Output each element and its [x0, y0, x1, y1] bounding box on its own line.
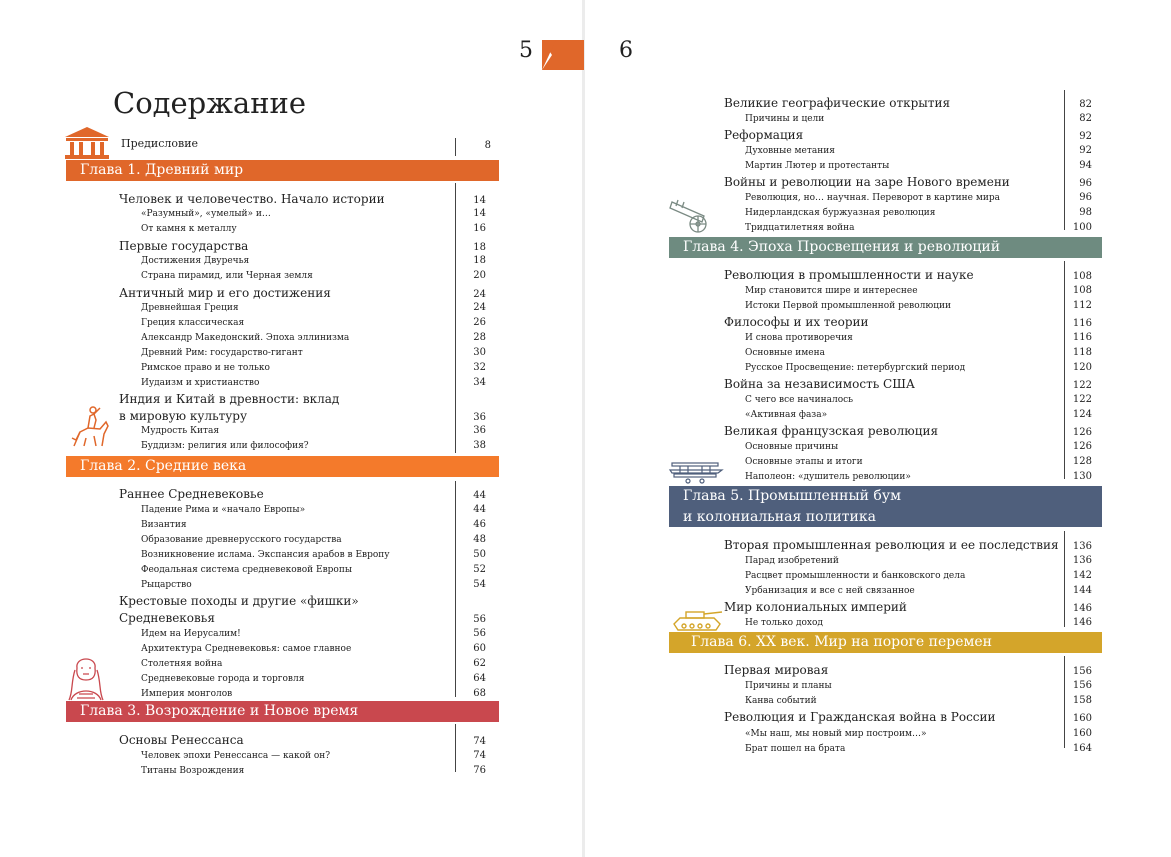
toc-subsection-entry[interactable] — [141, 532, 486, 548]
toc-subsection-entry[interactable] — [745, 298, 1092, 314]
toc-subsection-entry[interactable] — [141, 748, 486, 764]
toc-entry-label: Мартин Лютер и протестанты — [745, 161, 890, 171]
toc-entry-label: Философы и их теории — [724, 315, 869, 329]
toc-subsection-entry[interactable] — [745, 220, 1092, 236]
toc-entry-page: 108 — [1072, 285, 1092, 296]
toc-entry-page: 96 — [1079, 178, 1092, 189]
toc-entry-label: Мир становится шире и интереснее — [745, 286, 918, 296]
toc-entry-page: 122 — [1072, 380, 1092, 391]
toc-entry-preface[interactable] — [121, 137, 491, 153]
toc-entry-page: 18 — [473, 255, 486, 266]
toc-entry-label: Русское Просвещение: петербургский период — [745, 363, 966, 373]
toc-entry-page: 14 — [473, 208, 486, 219]
toc-entry-label: Средневековья — [119, 611, 215, 625]
toc-entry-page: 64 — [473, 673, 486, 684]
chapter-4-title: Глава 4. Эпоха Просвещения и революций — [683, 239, 1001, 255]
toc-entry-label: Реформация — [724, 128, 804, 142]
toc-subsection-entry[interactable] — [141, 345, 486, 361]
toc-entry-label: Революция, но… научная. Переворот в картине мира — [745, 193, 1000, 203]
toc-entry-label: Мир колониальных империй — [724, 600, 907, 614]
toc-entry-page: 18 — [473, 242, 486, 253]
toc-entry-page: 118 — [1072, 347, 1092, 358]
toc-entry-label: Иудаизм и христианство — [141, 378, 260, 388]
toc-entry-label: Парад изобретений — [745, 556, 839, 566]
toc-subsection-entry[interactable] — [141, 763, 486, 779]
toc-entry-label: Расцвет промышленности и банковского дела — [745, 571, 966, 581]
chapter-1-title: Глава 1. Древний мир — [80, 162, 244, 178]
toc-subsection-entry[interactable] — [745, 439, 1092, 455]
toc-entry-label: Феодальная система средневековой Европы — [141, 565, 353, 575]
toc-section-entry[interactable] — [724, 663, 1092, 679]
toc-subsection-entry[interactable] — [141, 375, 486, 391]
toc-entry-label: Античный мир и его достижения — [119, 286, 331, 300]
toc-subsection-entry[interactable] — [745, 143, 1092, 159]
toc-entry-label: С чего все начиналось — [745, 395, 854, 405]
toc-entry-label: Индия и Китай в древности: вклад — [119, 392, 340, 406]
chapter-5-title-line1: Глава 5. Промышленный бум — [683, 488, 901, 504]
toc-section-entry[interactable] — [724, 128, 1092, 144]
toc-subsection-entry[interactable] — [745, 469, 1092, 485]
toc-entry-label: Буддизм: религия или философия? — [141, 441, 309, 451]
chapter-5-title-line2: и колониальная политика — [683, 509, 876, 525]
toc-entry-page: 26 — [473, 317, 486, 328]
toc-entry-label: Истоки Первой промышленной революции — [745, 301, 951, 311]
toc-entry-page: 144 — [1072, 585, 1092, 596]
toc-subsection-entry[interactable] — [745, 741, 1092, 757]
toc-subsection-entry[interactable] — [141, 423, 486, 439]
toc-entry-page: 44 — [473, 490, 486, 501]
toc-entry-page: 36 — [473, 425, 486, 436]
toc-entry-page: 38 — [473, 440, 486, 451]
toc-entry-label: Причины и планы — [745, 681, 832, 691]
toc-entry-page: 112 — [1072, 300, 1092, 311]
toc-entry-label: Первая мировая — [724, 663, 829, 677]
toc-entry-label: Римское право и не только — [141, 363, 270, 373]
toc-subsection-entry[interactable] — [141, 641, 486, 657]
toc-entry-label: Урбанизация и все с ней связанное — [745, 586, 915, 596]
chapter-3-title: Глава 3. Возрождение и Новое время — [80, 703, 359, 719]
toc-entry-label: От камня к металлу — [141, 224, 237, 234]
toc-subsection-entry[interactable] — [745, 615, 1092, 631]
toc-section-entry[interactable] — [724, 315, 1092, 331]
toc-entry-page: 128 — [1072, 456, 1092, 467]
toc-subsection-entry[interactable] — [745, 553, 1092, 569]
toc-entry-label: Революция и Гражданская война в России — [724, 710, 996, 724]
toc-entry-label: Основные причины — [745, 442, 839, 452]
toc-title: Содержание — [113, 86, 307, 120]
toc-entry-page: 108 — [1072, 271, 1092, 282]
toc-entry-label: Древнейшая Греция — [141, 303, 239, 313]
toc-section-entry[interactable] — [724, 710, 1092, 726]
toc-entry-page: 30 — [473, 347, 486, 358]
toc-entry-page: 160 — [1072, 713, 1092, 724]
toc-entry-page: 142 — [1072, 570, 1092, 581]
toc-entry-page: 44 — [473, 504, 486, 515]
toc-section-entry[interactable] — [724, 96, 1092, 112]
toc-entry-label: Война за независимость США — [724, 377, 916, 391]
page-column-divider — [455, 138, 456, 156]
biplane-icon — [668, 460, 724, 484]
chapter-2-title: Глава 2. Средние века — [80, 458, 247, 474]
toc-entry-label: И снова противоречия — [745, 333, 853, 343]
toc-entry-page: 126 — [1072, 427, 1092, 438]
toc-section-entry[interactable] — [724, 175, 1092, 191]
toc-entry-label: Предисловие — [121, 137, 199, 150]
toc-subsection-entry[interactable] — [745, 583, 1092, 599]
toc-entry-page: 116 — [1072, 318, 1092, 329]
toc-subsection-entry[interactable] — [141, 360, 486, 376]
cannon-icon — [668, 196, 716, 234]
toc-entry-page: 96 — [1079, 192, 1092, 203]
toc-entry-page: 36 — [473, 412, 486, 423]
toc-entry-label: Титаны Возрождения — [141, 766, 245, 776]
toc-entry-label: Революция в промышленности и науке — [724, 268, 974, 282]
toc-subsection-entry[interactable] — [141, 206, 486, 222]
toc-entry-page: 24 — [473, 302, 486, 313]
chapter-3-band[interactable] — [66, 701, 499, 722]
toc-entry-page: 50 — [473, 549, 486, 560]
toc-entry-page: 156 — [1072, 666, 1092, 677]
toc-subsection-entry[interactable] — [141, 686, 486, 702]
toc-subsection-entry[interactable] — [141, 656, 486, 672]
toc-entry-page: 82 — [1079, 99, 1092, 110]
toc-entry-page: 54 — [473, 579, 486, 590]
toc-subsection-entry[interactable] — [745, 330, 1092, 346]
toc-subsection-entry[interactable] — [141, 221, 486, 237]
toc-entry-page: 32 — [473, 362, 486, 373]
toc-section-entry[interactable] — [119, 594, 486, 610]
toc-entry-label: Основные этапы и итоги — [745, 457, 863, 467]
toc-entry-label: Брат пошел на брата — [745, 744, 846, 754]
toc-entry-page: 60 — [473, 643, 486, 654]
toc-entry-label: Духовные метания — [745, 146, 835, 156]
toc-section-entry[interactable] — [119, 611, 486, 627]
toc-entry-page: 94 — [1079, 160, 1092, 171]
toc-entry-page: 124 — [1072, 409, 1092, 420]
toc-subsection-entry[interactable] — [745, 190, 1092, 206]
toc-entry-label: Византия — [141, 520, 187, 530]
toc-entry-page: 146 — [1072, 603, 1092, 614]
toc-entry-page: 34 — [473, 377, 486, 388]
temple-icon — [62, 126, 112, 160]
toc-entry-label: Архитектура Средневековья: самое главное — [141, 644, 352, 654]
toc-entry-label: Нидерландская буржуазная революция — [745, 208, 936, 218]
toc-entry-label: Достижения Двуречья — [141, 256, 250, 266]
toc-entry-label: Идем на Иерусалим! — [141, 629, 241, 639]
toc-section-entry[interactable] — [119, 392, 486, 408]
toc-subsection-entry[interactable] — [141, 268, 486, 284]
toc-entry-page: 116 — [1072, 332, 1092, 343]
chapter-5-band[interactable] — [669, 486, 1102, 527]
tank-icon — [670, 608, 724, 634]
toc-entry-label: Страна пирамид, или Черная земля — [141, 271, 313, 281]
toc-entry-page: 68 — [473, 688, 486, 699]
toc-section-entry[interactable] — [119, 733, 486, 749]
toc-entry-page: 130 — [1072, 471, 1092, 482]
toc-entry-page: 46 — [473, 519, 486, 530]
toc-entry-label: Наполеон: «душитель революции» — [745, 472, 911, 482]
toc-entry-label: Первые государства — [119, 239, 249, 253]
toc-entry-label: Человек эпохи Ренессанса — какой он? — [141, 751, 331, 761]
toc-entry-page: 62 — [473, 658, 486, 669]
toc-subsection-entry[interactable] — [745, 360, 1092, 376]
toc-entry-label: Канва событий — [745, 696, 817, 706]
chapter-1-band[interactable] — [66, 160, 499, 181]
left-page — [0, 0, 582, 857]
toc-entry-page: 74 — [473, 736, 486, 747]
toc-entry-label: «Мы наш, мы новый мир построим…» — [745, 729, 927, 739]
right-page — [585, 0, 1171, 857]
page-number-right: 6 — [619, 38, 633, 63]
toc-subsection-entry[interactable] — [745, 392, 1092, 408]
toc-entry-page: 122 — [1072, 394, 1092, 405]
toc-subsection-entry[interactable] — [141, 438, 486, 454]
toc-entry-label: Греция классическая — [141, 318, 245, 328]
chapter-6-band[interactable] — [669, 632, 1102, 653]
toc-section-entry[interactable] — [724, 424, 1092, 440]
toc-entry-label: Возникновение ислама. Экспансия арабов в Европу — [141, 550, 390, 560]
toc-entry-label: Основы Ренессанса — [119, 733, 244, 747]
toc-entry-page: 92 — [1079, 145, 1092, 156]
toc-section-entry[interactable] — [724, 600, 1092, 616]
toc-entry-page: 16 — [473, 223, 486, 234]
toc-entry-label: в мировую культуру — [119, 409, 248, 423]
toc-entry-label: Раннее Средневековье — [119, 487, 264, 501]
toc-subsection-entry[interactable] — [745, 205, 1092, 221]
toc-entry-page: 126 — [1072, 441, 1092, 452]
chapter-2-band[interactable] — [66, 456, 499, 477]
toc-entry-page: 100 — [1072, 222, 1092, 233]
toc-entry-page: 56 — [473, 628, 486, 639]
chapter-4-band[interactable] — [669, 237, 1102, 258]
toc-subsection-entry[interactable] — [745, 158, 1092, 174]
toc-subsection-entry[interactable] — [745, 283, 1092, 299]
toc-entry-page: 136 — [1072, 541, 1092, 552]
toc-subsection-entry[interactable] — [745, 454, 1092, 470]
toc-entry-page: 158 — [1072, 695, 1092, 706]
toc-entry-label: Войны и революции на заре Нового времени — [724, 175, 1010, 189]
toc-entry-page: 14 — [473, 195, 486, 206]
toc-entry-page: 48 — [473, 534, 486, 545]
toc-entry-label: Крестовые походы и другие «фишки» — [119, 594, 359, 608]
toc-entry-label: Тридцатилетняя война — [745, 223, 855, 233]
toc-entry-page: 160 — [1072, 728, 1092, 739]
toc-subsection-entry[interactable] — [141, 626, 486, 642]
toc-subsection-entry[interactable] — [745, 568, 1092, 584]
toc-entry-page: 24 — [473, 289, 486, 300]
toc-entry-label: Вторая промышленная революция и ее последствия — [724, 538, 1059, 552]
toc-entry-page: 164 — [1072, 743, 1092, 754]
toc-entry-label: Образование древнерусского государства — [141, 535, 342, 545]
toc-entry-page: 28 — [473, 332, 486, 343]
page-number-left: 5 — [519, 38, 533, 63]
toc-entry-label: Столетняя война — [141, 659, 223, 669]
toc-entry-label: Основные имена — [745, 348, 825, 358]
toc-subsection-entry[interactable] — [745, 678, 1092, 694]
toc-entry-label: Мудрость Китая — [141, 426, 219, 436]
toc-entry-label: «Разумный», «умелый» и… — [141, 209, 271, 219]
toc-entry-page: 82 — [1079, 113, 1092, 124]
toc-subsection-entry[interactable] — [141, 671, 486, 687]
toc-subsection-entry[interactable] — [745, 111, 1092, 127]
toc-entry-page: 8 — [484, 140, 491, 151]
toc-subsection-entry[interactable] — [745, 345, 1092, 361]
toc-entry-label: Великая французская революция — [724, 424, 939, 438]
toc-entry-label: «Активная фаза» — [745, 410, 828, 420]
toc-subsection-entry[interactable] — [141, 253, 486, 269]
toc-subsection-entry[interactable] — [141, 300, 486, 316]
toc-subsection-entry[interactable] — [141, 562, 486, 578]
toc-entry-page: 92 — [1079, 131, 1092, 142]
toc-entry-label: Великие географические открытия — [724, 96, 951, 110]
toc-subsection-entry[interactable] — [141, 315, 486, 331]
toc-subsection-entry[interactable] — [141, 547, 486, 563]
toc-entry-page: 136 — [1072, 555, 1092, 566]
toc-entry-label: Падение Рима и «начало Европы» — [141, 505, 306, 515]
toc-entry-label: Империя монголов — [141, 689, 233, 699]
toc-entry-label: Древний Рим: государство-гигант — [141, 348, 303, 358]
toc-entry-page: 76 — [473, 765, 486, 776]
toc-entry-label: Причины и цели — [745, 114, 825, 124]
toc-section-entry[interactable] — [724, 268, 1092, 284]
toc-subsection-entry[interactable] — [745, 407, 1092, 423]
toc-entry-page: 74 — [473, 750, 486, 761]
toc-entry-page: 156 — [1072, 680, 1092, 691]
horse-rider-icon — [66, 402, 112, 454]
toc-entry-label: Рыцарство — [141, 580, 192, 590]
toc-entry-page: 56 — [473, 614, 486, 625]
toc-entry-page: 20 — [473, 270, 486, 281]
toc-entry-label: Человек и человечество. Начало истории — [119, 192, 385, 206]
toc-entry-label: Не только доход — [745, 618, 823, 628]
toc-entry-label: Александр Македонский. Эпоха эллинизма — [141, 333, 350, 343]
toc-subsection-entry[interactable] — [141, 330, 486, 346]
toc-section-entry[interactable] — [119, 487, 486, 503]
toc-subsection-entry[interactable] — [745, 693, 1092, 709]
toc-entry-page: 146 — [1072, 617, 1092, 628]
toc-subsection-entry[interactable] — [141, 577, 486, 593]
toc-entry-page: 120 — [1072, 362, 1092, 373]
toc-entry-page: 98 — [1079, 207, 1092, 218]
chapter-6-title: Глава 6. XX век. Мир на пороге перемен — [691, 634, 992, 650]
toc-subsection-entry[interactable] — [141, 502, 486, 518]
toc-entry-page: 52 — [473, 564, 486, 575]
toc-section-entry[interactable] — [724, 377, 1092, 393]
toc-subsection-entry[interactable] — [141, 517, 486, 533]
toc-entry-label: Средневековые города и торговля — [141, 674, 305, 684]
toc-section-entry[interactable] — [724, 538, 1092, 554]
portrait-icon — [63, 648, 109, 702]
toc-subsection-entry[interactable] — [745, 726, 1092, 742]
